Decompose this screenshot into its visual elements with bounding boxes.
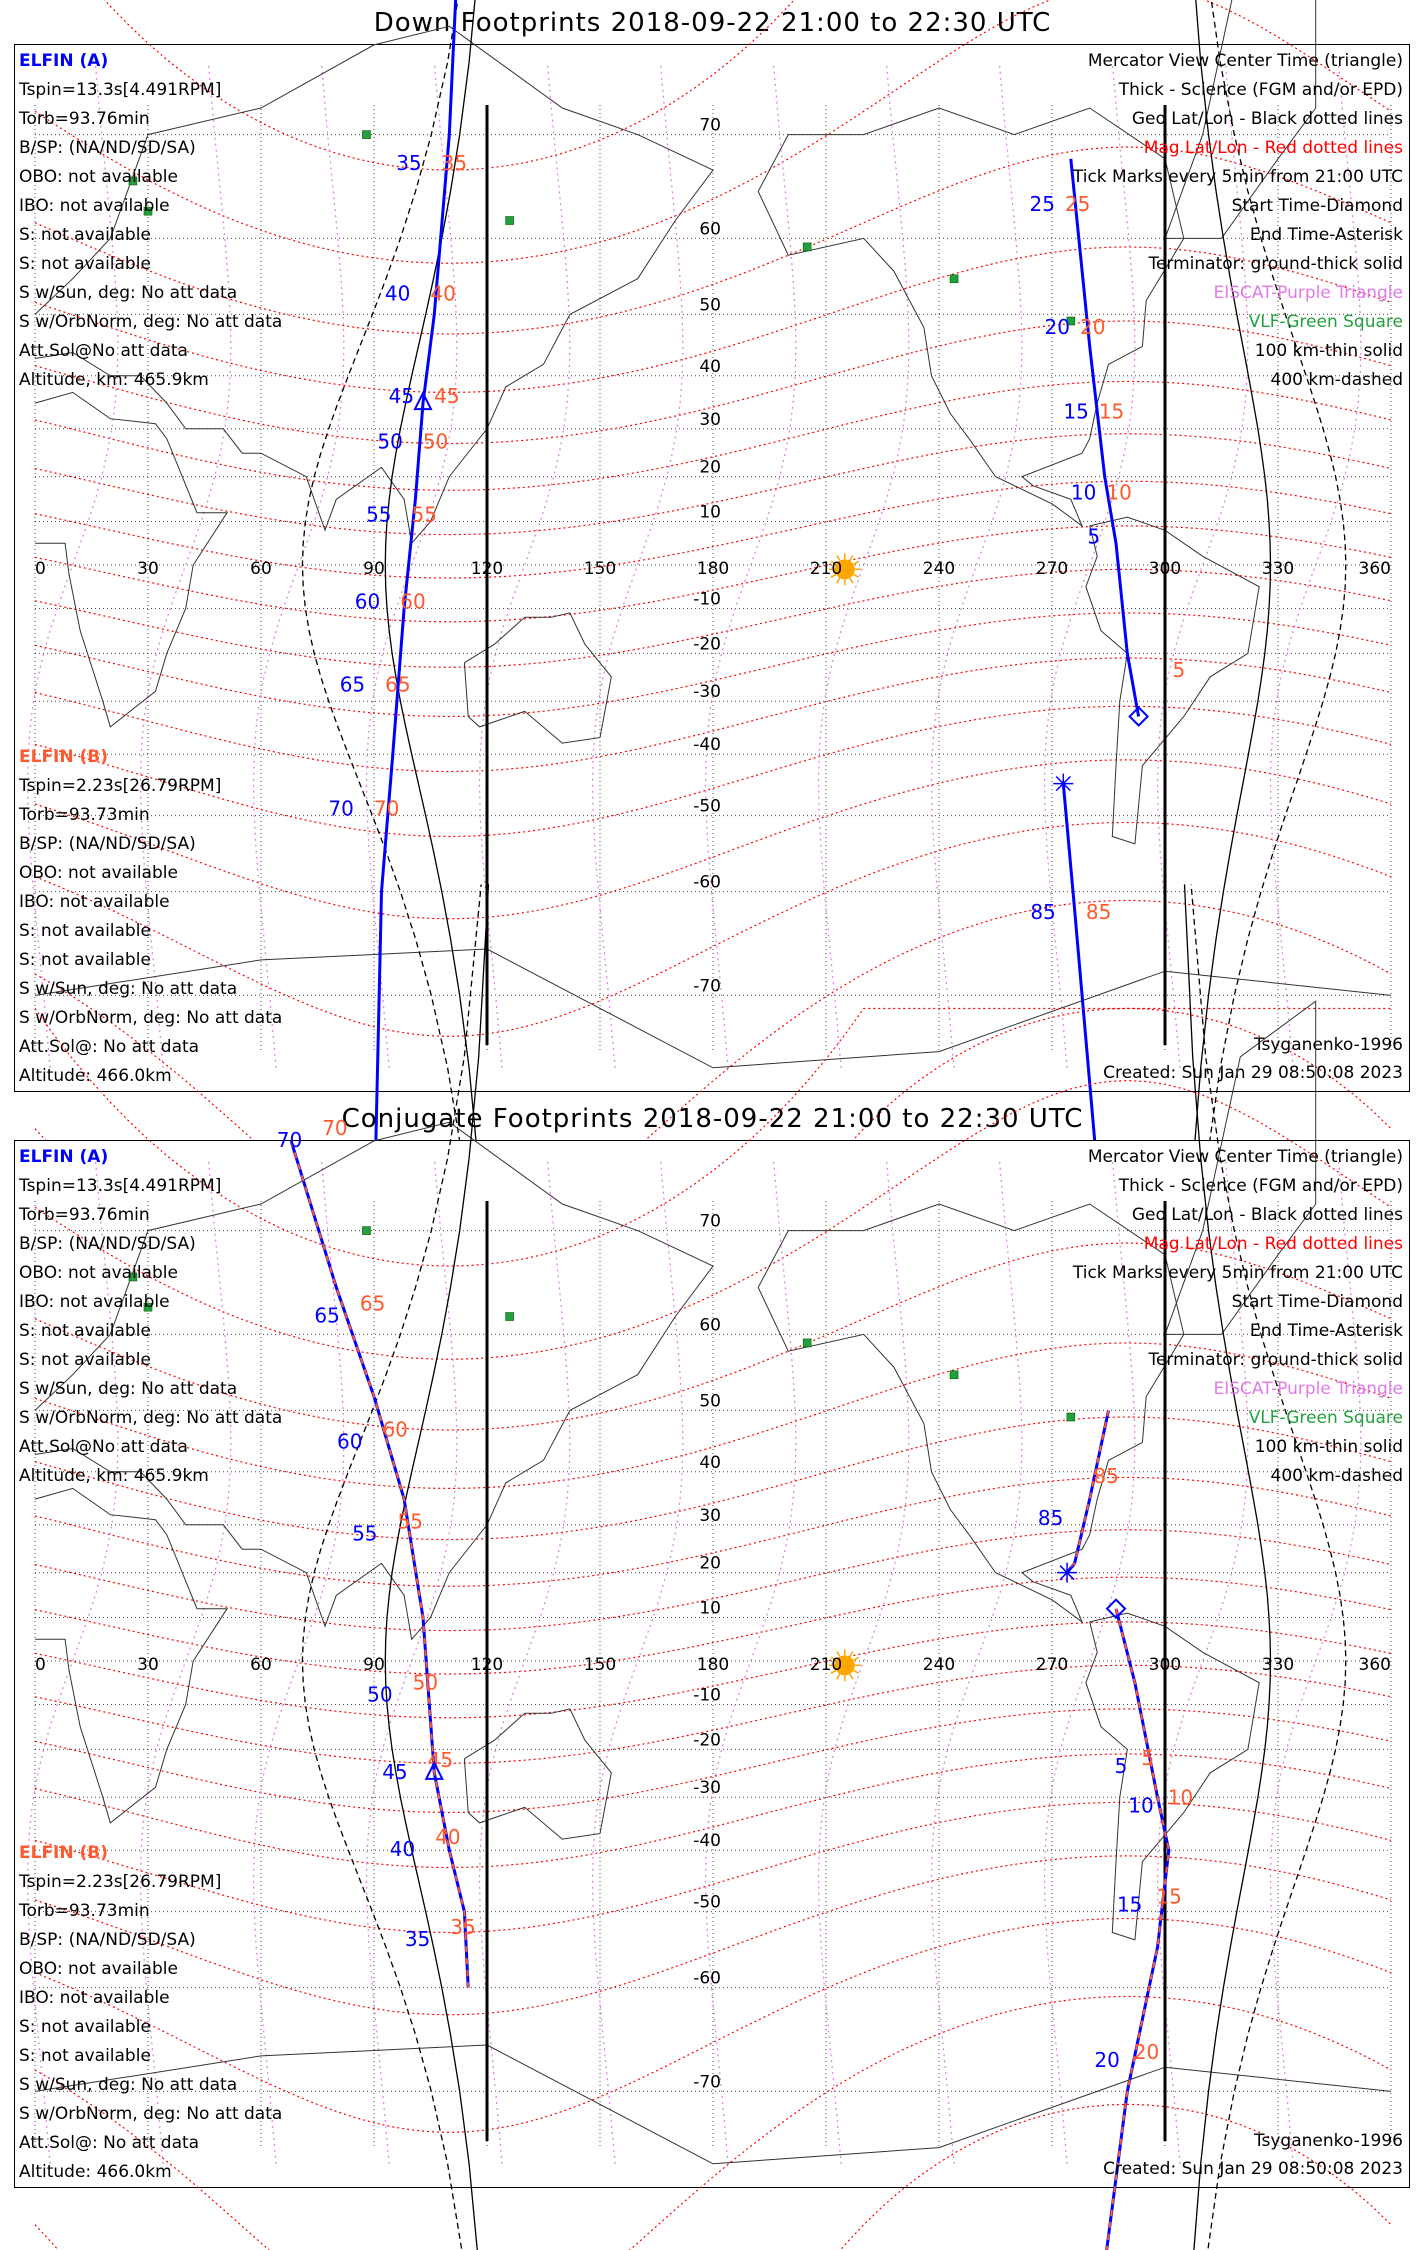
elfin-a-tick-label: 65: [339, 672, 366, 697]
lat-tick-label: -40: [693, 735, 721, 756]
elfin-b-tick-label: 5: [1172, 657, 1186, 682]
lon-tick-label: 60: [250, 559, 272, 579]
lat-tick-label: 40: [699, 356, 721, 377]
legend-entry: Geo Lat/Lon - Black dotted lines: [1131, 1205, 1403, 1225]
map-legend: [1073, 47, 1403, 395]
lat-tick-label: 70: [699, 115, 721, 136]
legend-entry: 100 km-thin solid: [1254, 341, 1403, 361]
lat-tick-label: 20: [699, 1553, 721, 1574]
legend-entry: Geo Lat/Lon - Black dotted lines: [1131, 109, 1403, 129]
elfin-a-tick-label: 35: [396, 151, 422, 176]
lat-tick-label: -30: [693, 682, 721, 703]
end-time-asterisk: [1053, 774, 1073, 794]
elfin-tracks: [328, 0, 1185, 1225]
elfin-a-info-line: S: not available: [19, 1350, 151, 1370]
elfin-b-info-line: B/SP: (NA/ND/SD/SA): [19, 834, 196, 854]
elfin-b-tick-label: 85: [1093, 1463, 1119, 1488]
elfin-a-info-line: OBO: not available: [19, 167, 178, 187]
elfin-b-title: ELFIN (B): [19, 1843, 109, 1863]
legend-entry: Tick Marks every 5min from 21:00 UTC: [1072, 1263, 1403, 1283]
lon-tick-label: 120: [470, 559, 504, 579]
lon-tick-label: 150: [583, 559, 617, 579]
lon-tick-label: 30: [137, 1655, 159, 1675]
model-label: Tsyganenko-1996: [1253, 1035, 1403, 1055]
lat-tick-label: -40: [693, 1831, 721, 1852]
elfin-a-tick-label: 15: [1116, 1892, 1143, 1917]
lat-tick-label: 30: [699, 1505, 721, 1526]
legend-entry: 100 km-thin solid: [1254, 1437, 1403, 1457]
legend-entry: Start Time-Diamond: [1231, 1292, 1403, 1312]
lat-tick-label: 20: [699, 457, 721, 478]
model-label: Tsyganenko-1996: [1253, 2131, 1403, 2151]
coastline-africa: [35, 1488, 227, 1823]
elfin-b-tick-label: 25: [1064, 192, 1091, 217]
elfin-a-tick-label: 40: [389, 1837, 416, 1862]
created-timestamp: Created: Sun Jan 29 08:50:08 2023: [1103, 2159, 1403, 2179]
elfin-a-tick-label: 10: [1070, 480, 1097, 505]
elfin-a-info-line: Att.Sol@No att data: [19, 1437, 188, 1457]
lat-tick-label: 60: [699, 1315, 721, 1336]
elfin-b-tick-label: 70: [322, 1115, 348, 1140]
elfin-a-tick-label: 85: [1037, 1505, 1064, 1530]
lon-tick-label: 90: [363, 559, 385, 579]
elfin-b-tick-label: 40: [435, 1825, 461, 1850]
legend-entry: Tick Marks every 5min from 21:00 UTC: [1072, 167, 1403, 187]
panel-title-conjugate: Conjugate Footprints 2018-09-22 21:00 to 22:30 UTC: [341, 1104, 1084, 1134]
elfin-a-info-line: S w/OrbNorm, deg: No att data: [19, 1408, 283, 1428]
elfin-a-info-line: S: not available: [19, 254, 151, 274]
elfin-b-info-line: Torb=93.73min: [19, 1901, 150, 1921]
elfin-b-info-line: Altitude: 466.0km: [19, 1066, 172, 1086]
legend-entry: EISCAT-Purple Triangle: [1213, 1379, 1403, 1399]
elfin-b-info-line: IBO: not available: [19, 1988, 170, 2008]
lat-tick-label: -60: [693, 872, 721, 893]
elfin-b-info: [19, 743, 282, 1091]
elfin-a-info-line: Tspin=13.3s[4.491RPM]: [19, 80, 222, 100]
lon-tick-label: 180: [696, 559, 730, 579]
elfin-b-info-line: Att.Sol@: No att data: [19, 2133, 200, 2153]
elfin-b-tick-label: 60: [382, 1417, 408, 1442]
elfin-b-tick-label: 40: [430, 281, 456, 306]
elfin-a-tick-label: 40: [384, 281, 411, 306]
elfin-b-info-line: S w/Sun, deg: No att data: [19, 979, 238, 999]
elfin-b-info-line: S w/OrbNorm, deg: No att data: [19, 2104, 283, 2124]
legend-entry: End Time-Asterisk: [1249, 225, 1403, 245]
elfin-b-tick-label: 65: [359, 1291, 386, 1316]
elfin-a-tick-label: 70: [328, 796, 354, 821]
elfin-b-tick-label: 10: [1106, 480, 1132, 505]
elfin-a-tick-label: 55: [352, 1521, 378, 1546]
elfin-a-tick-label: 45: [388, 384, 415, 409]
elfin-a-info-line: Torb=93.76min: [19, 1205, 150, 1225]
elfin-b-tick-label: 20: [1133, 2040, 1160, 2065]
legend-entry: VLF-Green Square: [1248, 1408, 1403, 1428]
lat-tick-label: -50: [693, 796, 721, 817]
elfin-b-info-line: S: not available: [19, 2017, 151, 2037]
elfin-a-info-line: OBO: not available: [19, 1263, 178, 1283]
elfin-b-tick-label: 50: [412, 1670, 439, 1695]
lon-tick-label: 330: [1261, 1655, 1295, 1675]
legend-entry: Mag Lat/Lon - Red dotted lines: [1143, 138, 1403, 158]
elfin-a-tick-label: 70: [276, 1127, 303, 1152]
elfin-a-tick-label: 45: [382, 1759, 408, 1784]
lat-tick-label: 40: [699, 1452, 721, 1473]
elfin-a-info-line: Tspin=13.3s[4.491RPM]: [19, 1176, 222, 1196]
elfin-a-info: [19, 1143, 282, 1491]
legend-entry: Terminator: ground-thick solid: [1148, 1350, 1403, 1370]
elfin-b-info-line: Att.Sol@: No att data: [19, 1037, 200, 1057]
elfin-a-info-line: B/SP: (NA/ND/SD/SA): [19, 1234, 196, 1254]
elfin-a-info-line: S: not available: [19, 1321, 151, 1341]
lat-tick-label: 10: [699, 1598, 721, 1619]
elfin-b-tick-label: 5: [1141, 1745, 1155, 1770]
elfin-a-info-line: IBO: not available: [19, 1292, 170, 1312]
elfin-b-tick-label: 15: [1098, 399, 1125, 424]
coastline-africa: [35, 392, 227, 727]
elfin-a-info-line: Att.Sol@No att data: [19, 341, 188, 361]
elfin-b-tick-label: 15: [1156, 1884, 1182, 1909]
vlf-green-square: [950, 275, 958, 283]
elfin-a-tick-label: 25: [1029, 192, 1055, 217]
legend-entry: Thick - Science (FGM and/or EPD): [1118, 80, 1403, 100]
lat-tick-label: 30: [699, 409, 721, 430]
elfin-b-tick-label: 35: [441, 151, 468, 176]
lat-tick-label: 70: [699, 1211, 721, 1232]
lat-tick-label: -70: [693, 976, 721, 997]
lon-tick-label: 270: [1035, 559, 1069, 579]
elfin-b-tick-label: 65: [385, 672, 411, 697]
elfin-a-tick-label: 60: [354, 589, 381, 614]
lat-tick-label: -10: [693, 1685, 721, 1706]
elfin-b-info-line: S: not available: [19, 950, 151, 970]
elfin-a-tick-label: 50: [367, 1682, 393, 1707]
elfin-a-info-line: B/SP: (NA/ND/SD/SA): [19, 138, 196, 158]
elfin-b-info-line: Altitude: 466.0km: [19, 2162, 172, 2182]
elfin-a-info-line: S: not available: [19, 225, 151, 245]
elfin-b-info-line: Torb=93.73min: [19, 805, 150, 825]
lon-tick-label: 0: [35, 1655, 46, 1675]
elfin-b-info-line: S w/Sun, deg: No att data: [19, 2075, 238, 2095]
lon-tick-label: 360: [1358, 1655, 1391, 1675]
elfin-a-info: [19, 47, 282, 395]
elfin-a-tick-label: 50: [377, 429, 403, 454]
elfin-a-tick-label: 10: [1128, 1793, 1154, 1818]
elfin-b-tick-label: 85: [1085, 899, 1112, 924]
elfin-b-info-line: Tspin=2.23s[26.79RPM]: [19, 776, 222, 796]
map-legend: [1073, 1143, 1403, 1491]
vlf-green-square: [803, 243, 811, 251]
elfin-b-info-line: OBO: not available: [19, 863, 178, 883]
elfin-b-info-line: B/SP: (NA/ND/SD/SA): [19, 1930, 196, 1950]
lat-tick-label: -10: [693, 589, 721, 610]
lon-tick-label: 0: [35, 559, 46, 579]
legend-entry: EISCAT-Purple Triangle: [1213, 283, 1403, 303]
elfin-b-tick-label: 10: [1167, 1785, 1194, 1810]
vlf-green-square: [950, 1371, 958, 1379]
lon-tick-label: 210: [809, 1655, 843, 1675]
elfin-a-tick-label: 5: [1114, 1753, 1128, 1778]
elfin-a-tick-label: 85: [1030, 899, 1056, 924]
elfin-a-info-line: S w/Sun, deg: No att data: [19, 1379, 238, 1399]
lon-tick-label: 300: [1148, 559, 1182, 579]
elfin-b-tick-label: 20: [1080, 314, 1106, 339]
elfin-tracks: [277, 1116, 1193, 2250]
lat-tick-label: -70: [693, 2072, 721, 2093]
elfin-a-tick-label: 35: [404, 1926, 431, 1951]
map-panel-down: [14, 44, 1410, 1092]
vlf-green-square: [362, 131, 370, 139]
elfin-b-tick-label: 55: [397, 1509, 423, 1534]
elfin-a-title: ELFIN (A): [19, 51, 109, 71]
lat-tick-label: 60: [699, 219, 721, 240]
elfin-b-tick-label: 35: [450, 1914, 476, 1939]
lon-tick-label: 90: [363, 1655, 385, 1675]
lat-tick-label: 10: [699, 502, 721, 523]
elfin-b-info-line: OBO: not available: [19, 1959, 178, 1979]
elfin-a-info-line: Torb=93.76min: [19, 109, 150, 129]
end-time-asterisk: [1057, 1563, 1077, 1583]
vlf-green-square: [362, 1227, 370, 1235]
lon-tick-label: 180: [696, 1655, 730, 1675]
legend-entry: Start Time-Diamond: [1231, 196, 1403, 216]
legend-entry: 400 km-dashed: [1270, 370, 1403, 390]
elfin-b-tick-label: 45: [427, 1747, 454, 1772]
lon-tick-label: 60: [250, 1655, 272, 1675]
elfin-a-tick-label: 60: [337, 1429, 363, 1454]
lat-tick-label: 50: [699, 1391, 721, 1412]
lon-tick-label: 240: [922, 559, 956, 579]
legend-entry: Mercator View Center Time (triangle): [1087, 51, 1403, 71]
lon-tick-label: 150: [583, 1655, 617, 1675]
lon-tick-label: 360: [1358, 559, 1391, 579]
lon-tick-label: 240: [922, 1655, 956, 1675]
lon-tick-label: 270: [1035, 1655, 1069, 1675]
vlf-green-square: [506, 217, 514, 225]
elfin-b-info-line: S w/OrbNorm, deg: No att data: [19, 1008, 283, 1028]
elfin-b-title: ELFIN (B): [19, 747, 109, 767]
elfin-b-tick-label: 70: [373, 796, 400, 821]
lon-tick-label: 30: [137, 559, 159, 579]
elfin-a-info-line: IBO: not available: [19, 196, 170, 216]
elfin-b-tick-label: 50: [422, 429, 449, 454]
elfin-a-tick-label: 5: [1087, 524, 1101, 549]
vlf-green-square: [803, 1339, 811, 1347]
vlf-green-square: [506, 1313, 514, 1321]
legend-entry: Mercator View Center Time (triangle): [1087, 1147, 1403, 1167]
legend-entry: 400 km-dashed: [1270, 1466, 1403, 1486]
elfin-a-tick-label: 55: [366, 502, 392, 527]
elfin-a-info-line: S w/OrbNorm, deg: No att data: [19, 312, 283, 332]
elfin-b-info: [19, 1839, 282, 2187]
lon-tick-label: 210: [809, 559, 843, 579]
panel-title-down: Down Footprints 2018-09-22 21:00 to 22:30 UTC: [373, 8, 1052, 38]
elfin-b-info-line: S: not available: [19, 2046, 151, 2066]
legend-entry: Thick - Science (FGM and/or EPD): [1118, 1176, 1403, 1196]
elfin-a-tick-label: 15: [1063, 399, 1089, 424]
elfin-a-title: ELFIN (A): [19, 1147, 109, 1167]
legend-entry: Mag Lat/Lon - Red dotted lines: [1143, 1234, 1403, 1254]
lat-tick-label: 50: [699, 295, 721, 316]
elfin-b-tick-label: 45: [434, 384, 460, 409]
lat-tick-label: -50: [693, 1892, 721, 1913]
elfin-a-tick-label: 20: [1044, 314, 1070, 339]
lat-tick-label: -30: [693, 1778, 721, 1799]
legend-entry: End Time-Asterisk: [1249, 1321, 1403, 1341]
lon-tick-label: 330: [1261, 559, 1295, 579]
elfin-b-tick-label: 55: [411, 502, 437, 527]
lon-tick-label: 300: [1148, 1655, 1182, 1675]
elfin-b-tick-label: 60: [400, 589, 426, 614]
elfin-a-tick-label: 20: [1094, 2048, 1120, 2073]
elfin-a-tick-label: 65: [314, 1303, 340, 1328]
lat-tick-label: -20: [693, 634, 721, 655]
elfin-a-info-line: Altitude, km: 465.9km: [19, 370, 209, 390]
legend-entry: VLF-Green Square: [1248, 312, 1403, 332]
lat-tick-label: -60: [693, 1968, 721, 1989]
elfin-a-info-line: Altitude, km: 465.9km: [19, 1466, 209, 1486]
elfin-b-info-line: Tspin=2.23s[26.79RPM]: [19, 1872, 222, 1892]
elfin-b-info-line: IBO: not available: [19, 892, 170, 912]
created-timestamp: Created: Sun Jan 29 08:50:08 2023: [1103, 1063, 1403, 1083]
elfin-a-info-line: S w/Sun, deg: No att data: [19, 283, 238, 303]
legend-entry: Terminator: ground-thick solid: [1148, 254, 1403, 274]
elfin-b-info-line: S: not available: [19, 921, 151, 941]
lon-tick-label: 120: [470, 1655, 504, 1675]
lat-tick-label: -20: [693, 1730, 721, 1751]
